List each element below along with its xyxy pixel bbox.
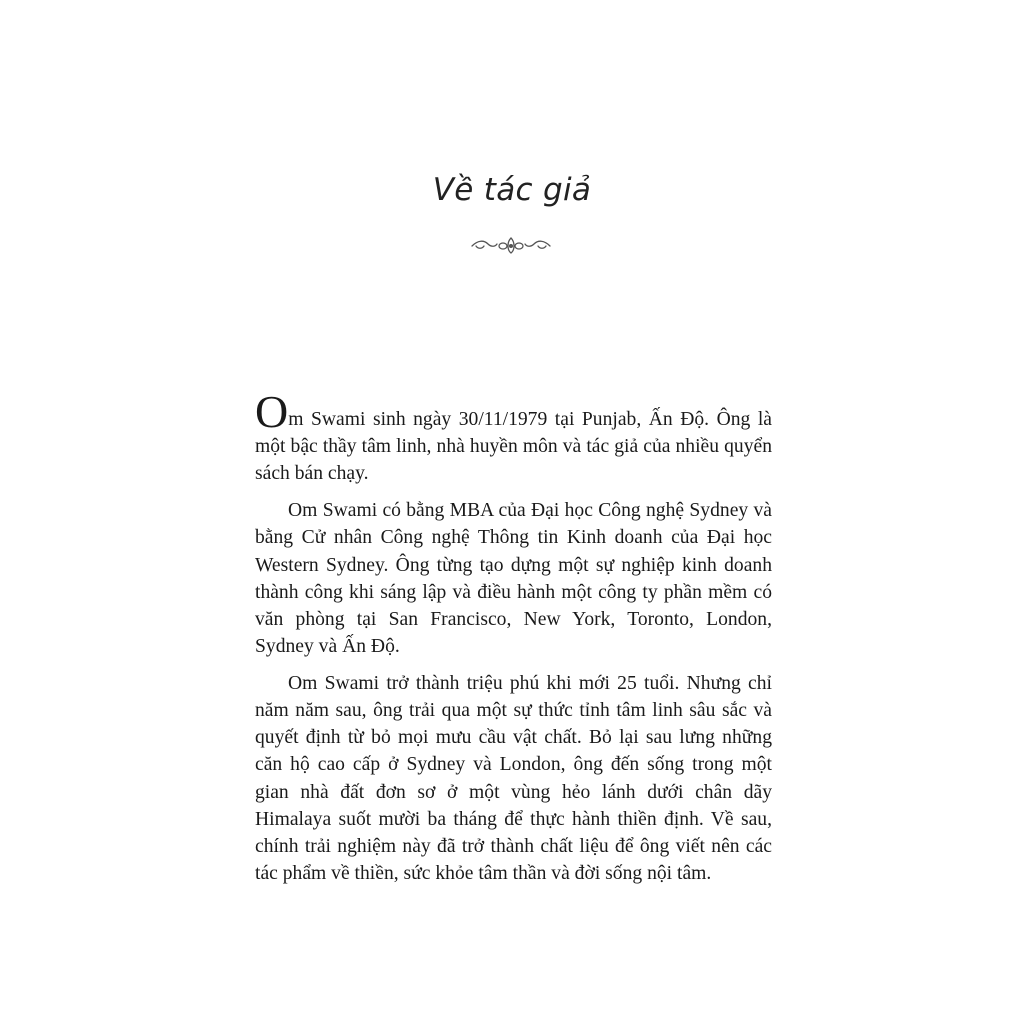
paragraph-2: Om Swami có bằng MBA của Đại học Công nghệ Sydney và bằng Cử nhân Công nghệ Thông tin Kinh doanh của Đại học Western Sydney. Ông từng tạo dựng một sự nghiệp kinh doanh thành công khi sáng lập và điều hành một công ty phần mềm có văn phòng tại San Francisco, New York, Toronto, London, Sydney và Ấn Độ. [255, 500, 772, 658]
body-text [255, 386, 772, 897]
paragraph-1 [255, 386, 772, 488]
page-title: Về tác giả [432, 172, 592, 208]
paragraph-1-text: m Swami sinh ngày 30/11/1979 tại Punjab, Ấn Độ. Ông là một bậc thầy tâm linh, nhà huyền môn và tác giả của nhiều quyển sách bán chạy. [255, 409, 772, 485]
paragraph-3: Om Swami trở thành triệu phú khi mới 25 tuổi. Nhưng chỉ năm năm sau, ông trải qua một sự thức tỉnh tâm linh sâu sắc và quyết định từ bỏ mọi mưu cầu vật chất. Bỏ lại sau lưng những căn hộ cao cấp ở Sydney và London, ông đến sống trong một gian nhà đất đơn sơ ở một vùng hẻo lánh dưới chân dãy Himalaya suốt mười ba tháng để thực hành thiền định. Về sau, chính trải nghiệm này đã trở thành chất liệu để ông viết nên các tác phẩm về thiền, sức khỏe tâm thần và đời sống nội tâm. [255, 672, 772, 885]
decorative-flourish-icon [470, 234, 552, 256]
drop-cap: O [255, 386, 289, 437]
